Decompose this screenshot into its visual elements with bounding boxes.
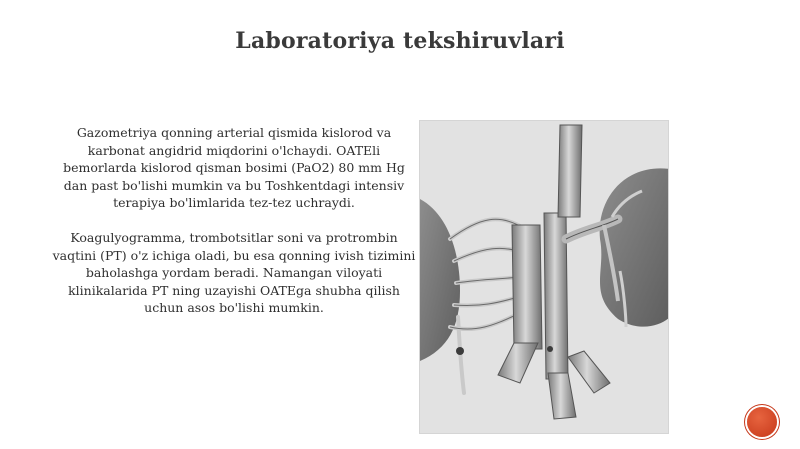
vena-cava-shape xyxy=(512,225,542,349)
kidney-vessels-drawing xyxy=(420,121,669,434)
orange-circle-button-icon[interactable] xyxy=(747,407,777,437)
slide-title: Laboratoriya tekshiruvlari xyxy=(235,28,565,54)
paragraph-koagulyogramma: Koagulyogramma, trombotsitlar soni va protrombin vaqtini (PT) o'z ichiga oladi, bu esa qonning ivish tizimini baholashga yordam beradi. Namangan viloyati klinikalarida PT ning uzayishi OATEga shubha qilish uchun asos bo'lishi mumkin. xyxy=(52,229,416,316)
slide-body xyxy=(52,124,416,317)
kidney-vessels-illustration xyxy=(419,120,669,434)
paragraph-spacer xyxy=(52,212,416,229)
paragraph-gazometriya: Gazometriya qonning arterial qismida kislorod va karbonat angidrid miqdorini o'lchaydi. OATEli bemorlarda kislorod qisman bosimi (PaO2) 80 mm Hg dan past bo'lishi mumkin va bu Toshkentdagi intensiv terapiya bo'limlarida tez-tez uchraydi. xyxy=(63,125,405,211)
